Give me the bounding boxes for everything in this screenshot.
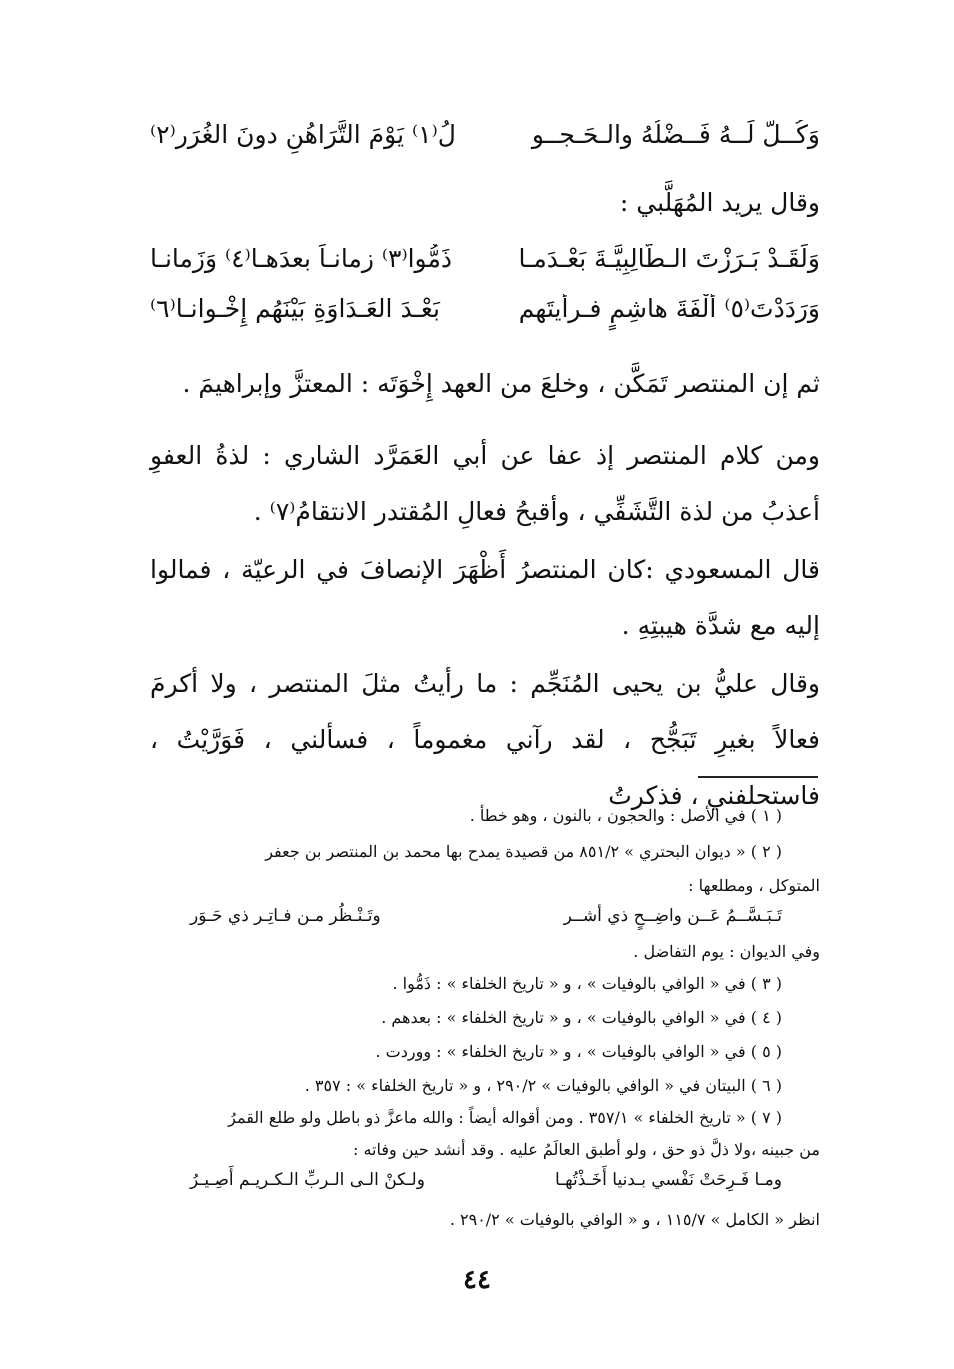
footnote: ( ١ ) في الأصل : والحجون ، بالنون ، وهو خطأ . (469, 806, 782, 825)
paragraph: وقال عليُّ بن يحيى المُنَجِّم : ما رأيتُ مثلَ المنتصر ، ولا أكرمَ فعالاً بغيرِ تَبَجُّح ، لقد رآني مغموماً ، فسألني ، فَوَرَّيْتُ ، فاستحلفني ، فذكرتُ (150, 669, 820, 810)
footnote-continuation: من جبينه ،ولا ذلَّ ذو حق ، ولو أطبق العالَمُ عليه . وقد أنشد حين وفاته : (353, 1140, 820, 1159)
verse-line (150, 294, 820, 334)
verse-first-hemistich: وَرَدَدْتَ⁽٥⁾ أُلْفَةَ هاشِمٍ فـرأيتَهم (518, 294, 820, 323)
footnote-continuation: المتوكل ، ومطلعها : (688, 876, 820, 895)
verse-first-hemistich: تَـبَـسَّــمُ عَــن واضِــحٍ ذي أشــر (563, 906, 782, 926)
verse-second-hemistich: ولـكنْ الـى الـربِّ الـكـريـم أَصِـيـرُ (190, 1170, 425, 1190)
verse-line (150, 244, 820, 284)
verse-second-hemistich: ذَمُّوا⁽٣⁾ زمانـاً بعدَهـا⁽٤⁾ وَزَمانـا (150, 244, 452, 273)
intro-line: وقال يريد المُهَلَّبي : (619, 188, 820, 217)
footnote-verse (150, 1170, 820, 1198)
footnote-continuation: وفي الديوان : يوم التفاضل . (633, 942, 820, 961)
footnote-separator (698, 776, 818, 778)
footnote-continuation: انظر « الكامل » ١١٥/٧ ، و « الوافي بالوفيات » ٢٩٠/٢ . (449, 1210, 820, 1229)
verse-first-hemistich: ومـا فَـرِحَتْ نَفْسي بـدنيا أَخَـذْتُهـا (555, 1170, 782, 1190)
verse-line (150, 120, 820, 160)
verse-second-hemistich: لُ⁽١⁾ يَوْمَ التَّرَاهُنِ دونَ الغُرَر⁽٢⁾ (150, 120, 456, 149)
verse-first-hemistich: وَلَقَـدْ بَـرَزْتَ الـطَّالِبِيَّـةَ بَعْـدَمـا (518, 244, 820, 273)
footnote: ( ٣ ) في « الوافي بالوفيات » ، و « تاريخ الخلفاء » : ذَمُّوا . (392, 974, 782, 993)
footnote-verse (150, 906, 820, 934)
footnote: ( ٧ ) « تاريخ الخلفاء » ٣٥٧/١ . ومن أقواله أيضاً : والله ماعزَّ ذو باطل ولو طلع القمرُ (228, 1108, 782, 1127)
footnote: ( ٦ ) البيتان في « الوافي بالوفيات » ٢٩٠/٢ ، و « تاريخ الخلفاء » : ٣٥٧ . (304, 1076, 782, 1095)
footnote: ( ٥ ) في « الوافي بالوفيات » ، و « تاريخ الخلفاء » : ووردت . (375, 1042, 782, 1061)
footnote: ( ٤ ) في « الوافي بالوفيات » ، و « تاريخ الخلفاء » : بعدهم . (381, 1008, 782, 1027)
footnote: ( ٢ ) « ديوان البحتري » ٨٥١/٢ من قصيدة يمدح بها محمد بن المنتصر بن جعفر (265, 842, 782, 861)
paragraph: ثم إن المنتصر تَمَكَّن ، وخلعَ من العهد إِخْوَتَه : المعتزَّ وإبراهيمَ . (182, 369, 820, 398)
verse-second-hemistich: بَعْـدَ العَـدَاوَةِ بَيْنَهُم إِخْـوانـا⁽٦⁾ (150, 294, 440, 323)
verse-second-hemistich: وتَـنْـظُر مـن فـاتِـر ذي حَـوَر (190, 906, 381, 926)
paragraph: ومن كلام المنتصر إذ عفا عن أبي العَمَرَّد الشاري : لذةُ العفوِ أعذبُ من لذة التَّشَفِّي ، وأقبحُ فعالِ المُقتدر الانتقامُ⁽٧⁾ . (150, 441, 820, 526)
verse-first-hemistich: وَكُــلٌّ لَــهُ فَــضْلُهُ والـحَـجــو (531, 120, 820, 149)
page-number: ٤٤ (463, 1265, 491, 1295)
paragraph: قال المسعودي :كان المنتصرُ أَظْهَرَ الإنصافَ في الرعيّة ، فمالوا إليه مع شدَّة هيبتِهِ . (150, 555, 820, 640)
